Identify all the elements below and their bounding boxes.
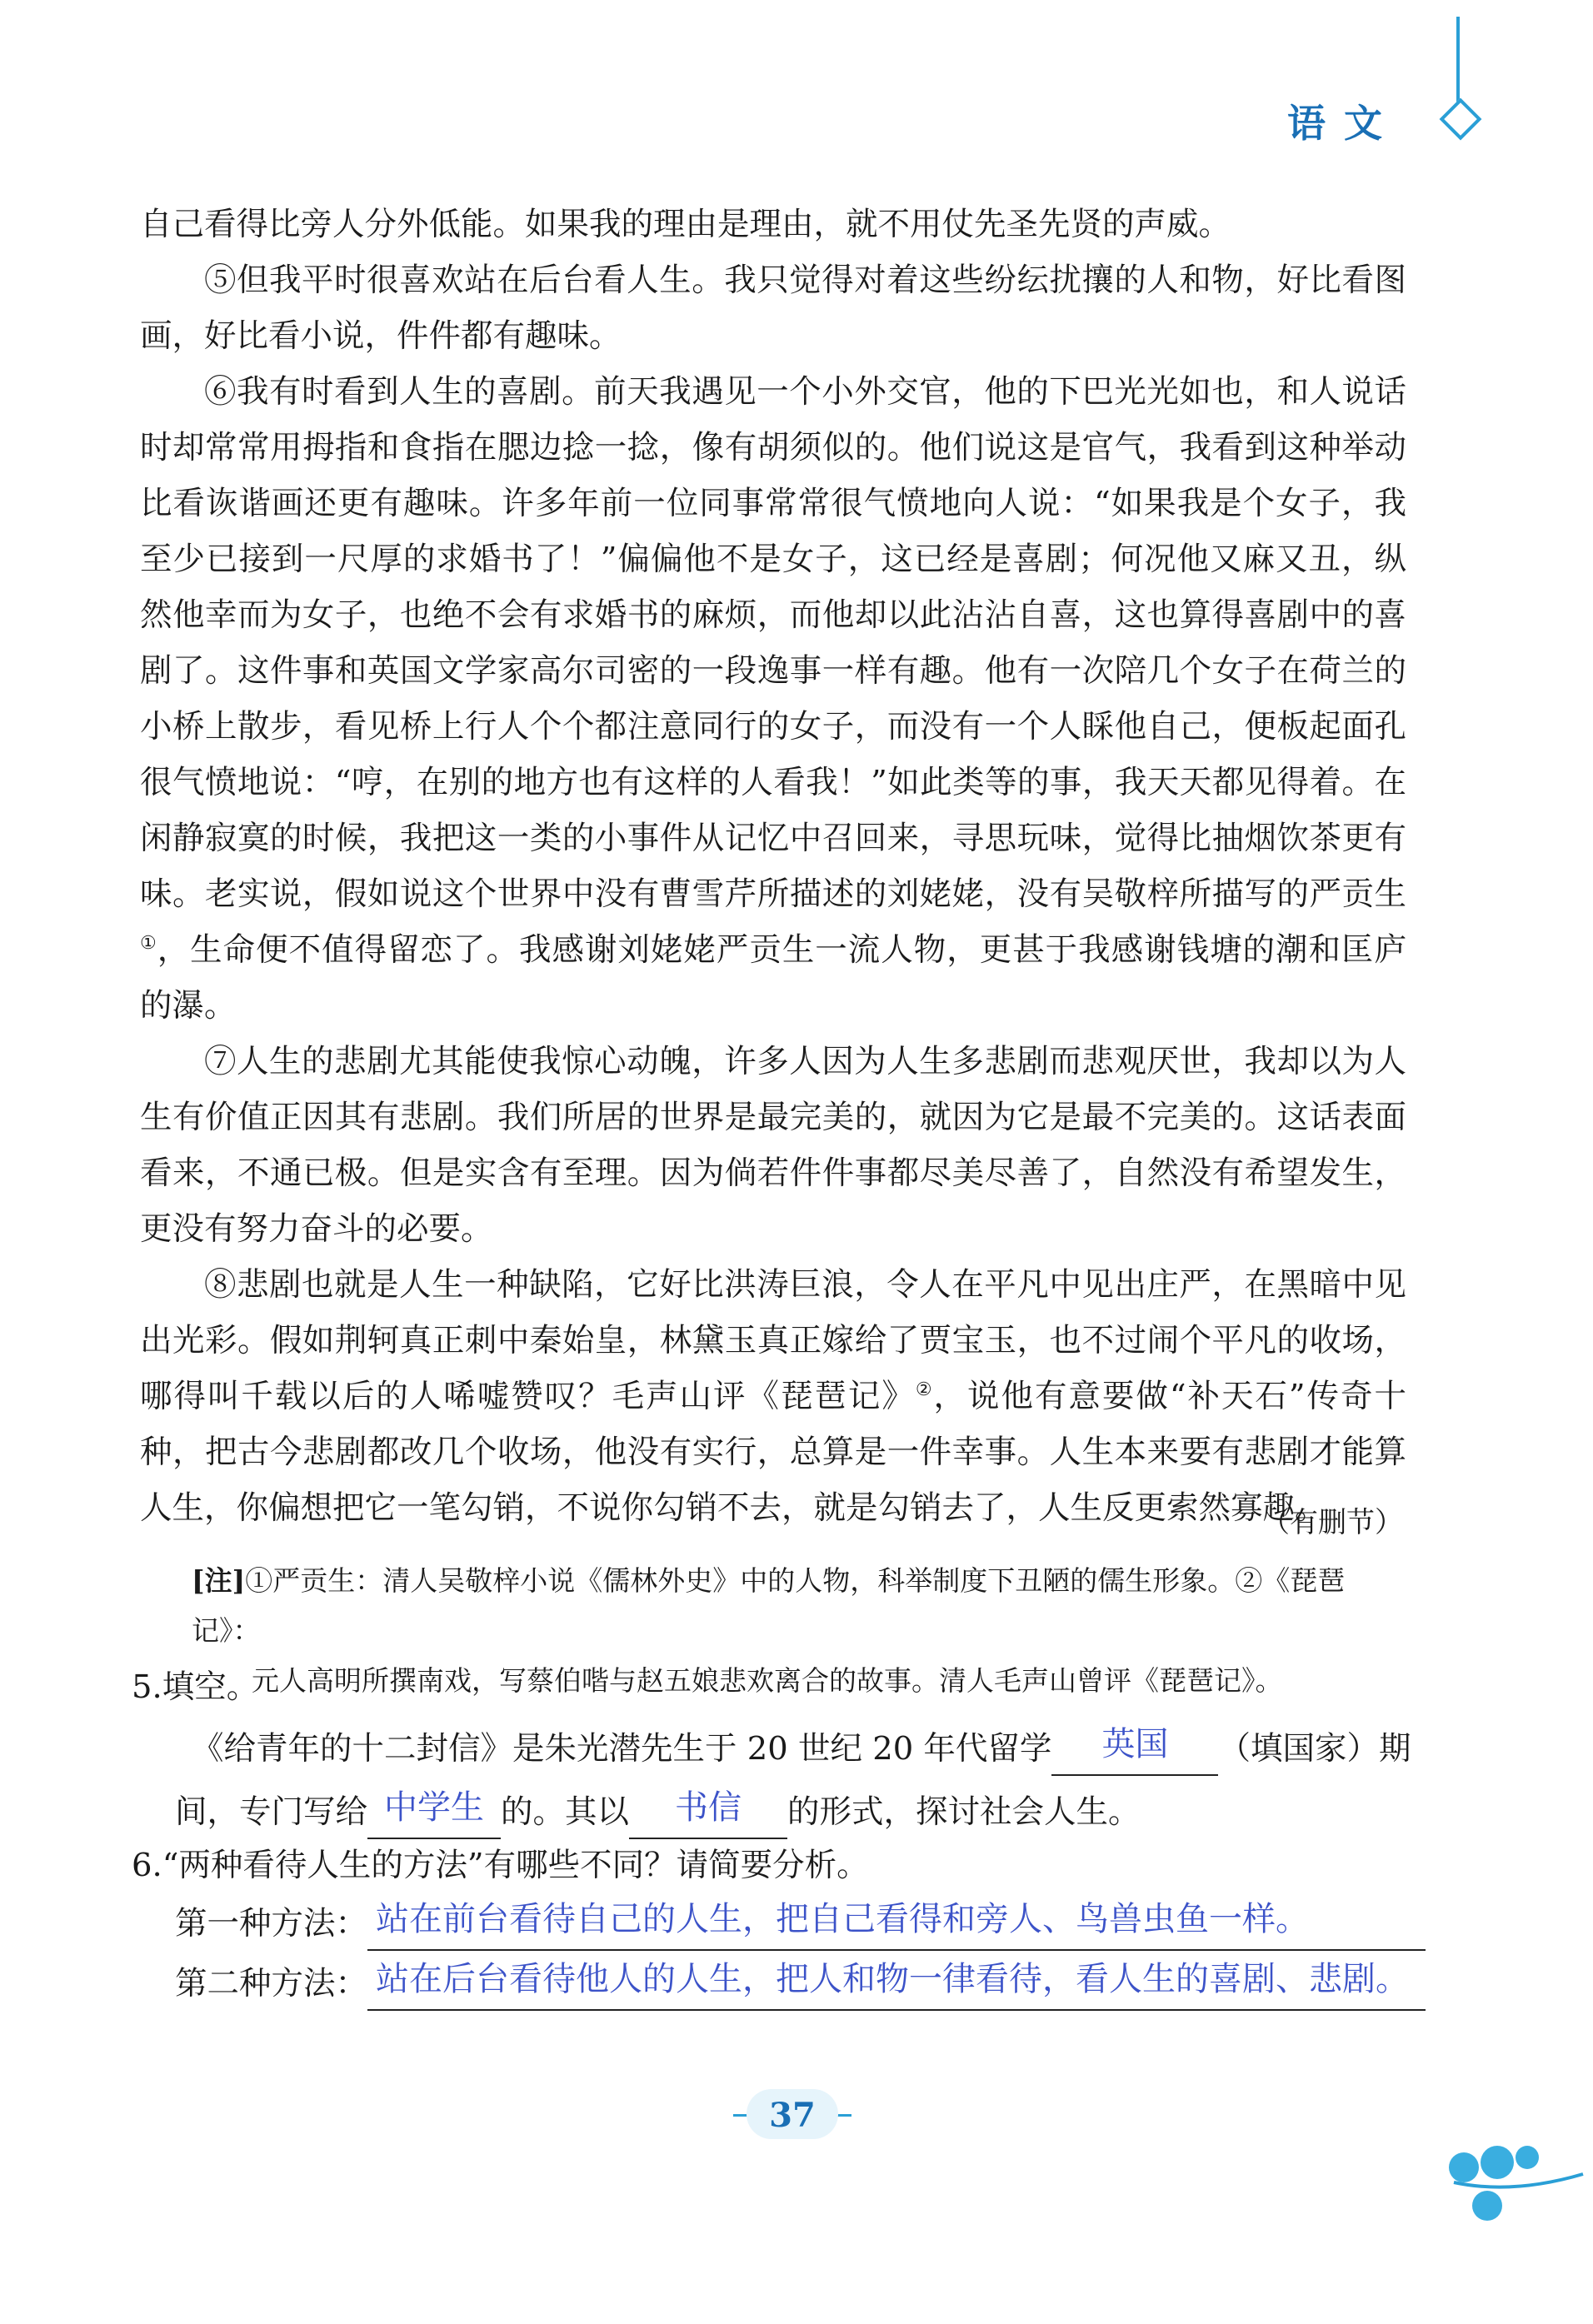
footnote-ref-1: ① bbox=[140, 933, 157, 955]
answer-1: 英国 bbox=[1101, 1725, 1169, 1763]
answer-blank-method-1[interactable] bbox=[367, 1899, 1426, 1951]
q5-text-3: 间，专门写给 bbox=[175, 1793, 368, 1831]
question-6 bbox=[132, 1841, 1431, 2011]
paragraph-5: ⑤但我平时很喜欢站在后台看人生。我只觉得对着这些纷纭扰攘的人和物，好比看图画，好比看小说，件件都有趣味。 bbox=[140, 262, 1406, 355]
paragraph-8 bbox=[140, 1257, 1406, 1536]
q6-line-1 bbox=[132, 1899, 1431, 1951]
method-1-label: 第一种方法： bbox=[175, 1905, 368, 1942]
paragraph-6 bbox=[140, 364, 1406, 1034]
paragraph-8-text: ⑧悲剧也就是人生一种缺陷，它好比洪涛巨浪，令人在平凡中见出庄严，在黑暗中见出光彩。假如荆轲真正刺中秦始皇，林黛玉真正嫁给了贾宝玉，也不过闹个平凡的收场，哪得叫千载以后的人唏嘘赞叹？毛声山评《琵琶记》 bbox=[140, 1266, 1406, 1415]
subject-title: 语文 bbox=[1287, 101, 1401, 146]
paragraph-7: ⑦人生的悲剧尤其能使我惊心动魄，许多人因为人生多悲剧而悲观厌世，我却以为人生有价值正因其有悲剧。我们所居的世界是最完美的，就因为它是最不完美的。这话表面看来，不通已极。但是实含有至理。因为倘若件件事都尽美尽善了，自然没有希望发生，更没有努力奋斗的必要。 bbox=[140, 1043, 1406, 1248]
note-label: [注] bbox=[192, 1564, 246, 1597]
footnote-line-2: 元人高明所撰南戏，写蔡伯喈与赵五娘悲欢离合的故事。清人毛声山曾评《琵琶记》。 bbox=[252, 1664, 1283, 1697]
answer-blank-1[interactable] bbox=[1051, 1724, 1218, 1776]
footnote-line-1 bbox=[192, 1556, 1408, 1656]
paragraph-6-end: ，生命便不值得留恋了。我感谢刘姥姥严贡生一流人物，更甚于我感谢钱塘的潮和匡庐的瀑。 bbox=[140, 931, 1406, 1025]
page-number: 37 bbox=[769, 2096, 816, 2135]
header-decor-line bbox=[1456, 17, 1460, 108]
q5-text-1: 《给青年的十二封信》是朱光潜先生于 20 世纪 20 年代留学 bbox=[192, 1730, 1052, 1768]
q5-line-2 bbox=[132, 1788, 1431, 1839]
method-1-answer: 站在前台看待自己的人生，把自己看得和旁人、鸟兽虫鱼一样。 bbox=[376, 1900, 1310, 1938]
paragraph-0: 自己看得比旁人分外低能。如果我的理由是理由，就不用仗先圣先贤的声威。 bbox=[140, 206, 1231, 243]
answer-blank-3[interactable] bbox=[629, 1788, 787, 1839]
answer-blank-2[interactable] bbox=[367, 1788, 501, 1839]
footnote-ref-2: ② bbox=[915, 1379, 934, 1401]
paragraph-6-text: ⑥我有时看到人生的喜剧。前天我遇见一个小外交官，他的下巴光光如也，和人说话时却常常用拇指和食指在腮边捻一捻，像有胡须似的。他们说这是官气，我看到这种举动比看诙谐画还更有趣味。许多年前一位同事常常很气愤地向人说：“如果我是个女子，我至少已接到一尺厚的求婚书了！”偏偏他不是女子，这已经是喜剧；何况他又麻又丑，纵然他幸而为女子，也绝不会有求婚书的麻烦，而他却以此沾沾自喜，这也算得喜剧中的喜剧了。这件事和英国文学家高尔司密的一段逸事一样有趣。他有一次陪几个女子在荷兰的小桥上散步，看见桥上行人个个都注意同行的女子，而没有一个人睬他自己，便板起面孔很气愤地说：“哼，在别的地方也有这样的人看我！”如此类等的事，我天天都见得着。在闲静寂寞的时候，我把这一类的小事件从记忆中召回来，寻思玩味，觉得比抽烟饮茶更有味。老实说，假如说这个世界中没有曹雪芹所描述的刘姥姥，没有吴敬梓所描写的严贡生 bbox=[140, 373, 1406, 913]
answer-2: 中学生 bbox=[384, 1788, 485, 1827]
q5-line-1 bbox=[132, 1724, 1431, 1776]
diamond-icon bbox=[1440, 98, 1482, 141]
answer-3: 书信 bbox=[675, 1788, 742, 1827]
q5-text-5: 的形式，探讨社会人生。 bbox=[787, 1793, 1141, 1831]
q5-text-4: 的。其以 bbox=[501, 1793, 630, 1831]
method-2-label: 第二种方法： bbox=[175, 1965, 368, 2002]
q5-title: 5.填空。 bbox=[132, 1668, 259, 1706]
decorative-dots-icon bbox=[1446, 2132, 1587, 2232]
q5-text-2: （填国家）期 bbox=[1218, 1730, 1411, 1768]
method-2-answer: 站在后台看待他人的人生，把人和物一律看待，看人生的喜剧、悲剧。 bbox=[376, 1960, 1410, 1998]
q6-line-2 bbox=[132, 1959, 1431, 2011]
abridged-note: （有删节） bbox=[1261, 1506, 1403, 1539]
question-5 bbox=[132, 1663, 1431, 1839]
paragraph-8-end: ，说他有意要做“补天石”传奇十种，把古今悲剧都改几个收场，他没有实行，总算是一件幸事。人生本来要有悲剧才能算人生，你偏想把它一笔勾销，不说你勾销不去，就是勾销去了，人生反更索然寡趣。 bbox=[140, 1378, 1406, 1527]
answer-blank-method-2[interactable] bbox=[367, 1959, 1426, 2011]
passage bbox=[140, 197, 1406, 1536]
note-text-1: ①严贡生：清人吴敬梓小说《儒林外史》中的人物，科举制度下丑陋的儒生形象。②《琵琶记》： bbox=[192, 1564, 1346, 1647]
q6-title: 6.“两种看待人生的方法”有哪些不同？请简要分析。 bbox=[132, 1847, 869, 1884]
